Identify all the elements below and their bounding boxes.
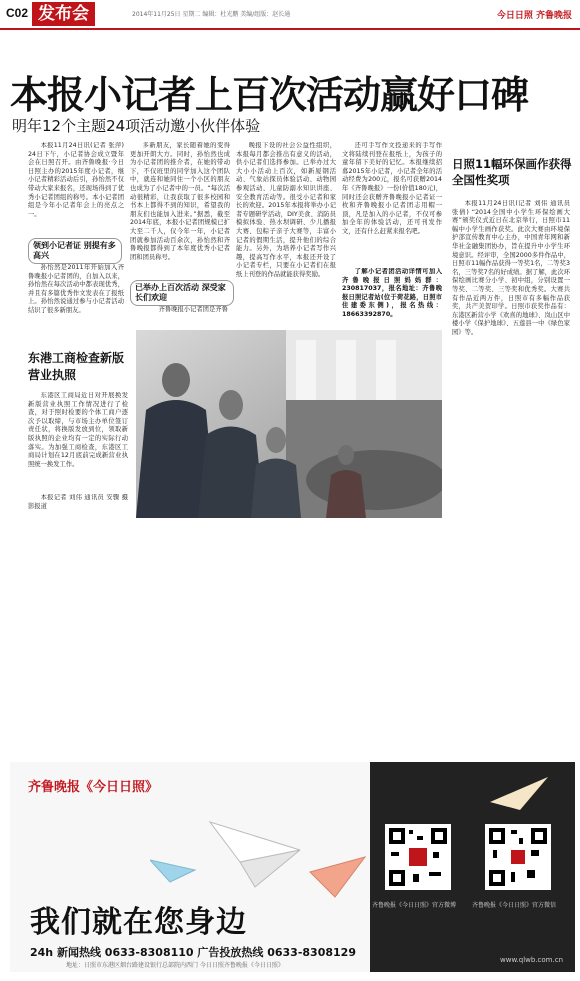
qr-caption-wechat: 齐鲁晚报《今日日照》官方微信 xyxy=(472,902,557,909)
paper-plane-icon xyxy=(490,772,550,812)
page-number: C02 xyxy=(6,6,29,20)
subheading-box-2: 已举办上百次活动 深受家长们欢迎 xyxy=(130,280,234,306)
news-photo xyxy=(136,330,442,518)
headline: 本报小记者上百次活动赢好口碑 xyxy=(10,73,529,117)
qr-code-wechat[interactable] xyxy=(485,824,551,890)
qr-caption-weibo: 齐鲁晚报《今日日照》官方微博 xyxy=(372,902,457,909)
section-title: 发布会 xyxy=(32,2,95,26)
ad-address: 地址：日照市东港区烟台路建设银行总部院内西门 今日日照齐鲁晚报《今日日照》 xyxy=(66,962,284,969)
side-article-title: 日照11幅环保画作获得全国性奖项 xyxy=(452,157,572,187)
sub-article-title: 东港工商检查新版营业执照 xyxy=(28,351,125,382)
ad-logo: 齐鲁晚报《今日日照》 xyxy=(28,780,159,795)
sub-article-byline: 本报记者 刘伟 通讯员 安骤 摄影报道 xyxy=(28,494,128,510)
page-header xyxy=(0,0,580,30)
article-col-3: 晚报下设的社会公益性组织，本报每月都会推出有意义的活动，供小记者们选择参加。已举办过大大小小活动上百次，如新厦钢活动、气象站探员体验活动、动物园参观活动、儿童防溺水知识讲座、安全教育活动等。很受小记者和家长的欢迎。2015年本报将举办小记者专题研学活动，DIY美食、消防员模拟体验、热水坝调研、少儿播报大赛、包粽子亲子大赛等，丰富小记者的假期生活，提升他们的综合能力。另外，为培养小记者写作兴趣，提高写作水平，本报还开设了小记者专栏，只要在小记者们在报纸上刊登的作品就能获得奖励。 xyxy=(236,142,336,278)
qr-icon xyxy=(485,824,551,890)
brand-logo: 今日日照 齐鲁晚报 xyxy=(496,11,572,21)
article-col-4b: 了解小记者团活动详情可加入齐鲁晚报日照妈妈群：230817037，报名地址：齐鲁晚报日照记者站(位于荷花路，日照市住建委东侧)，报名热线：18663392870。 xyxy=(342,268,442,318)
ad-slogan: 我们就在您身边 xyxy=(30,905,247,940)
side-article-body: 本报11月24日讯(记者 刘伟 通讯员 张倩) “2014全国中小学生环保绘画大赛”颁奖仪式近日在北京举行，日照市11幅中小学生画作获奖。此次大赛由环境保护部宣传教育中心主办，中国青年网和新华社金融集团协办，旨在提升中小学生环境意识。经评审，全国2000多件作品中，日照市11幅作品获得一等奖1名，二等奖3名，三等奖7名的好成绩。据了解，此次环保绘画比赛分小学、初中组，分别设置一等奖、二等奖、三等奖和优秀奖。大赛共有作品近两万件，日照市有多幅作品获奖，共产美贺印学。日照市获奖作品有：东港区新营小学《欢喜的地球》、岚山区中楼小学《保护地球》、五莲县一中《绿色家园》等。 xyxy=(452,200,570,336)
ad-left-panel xyxy=(10,762,380,972)
sub-article-body: 东港区工商局近日对开展换发新版营业执照工作情况进行了检查，对于照时检要的个体工商户逐次予以取缔，与市场主办单位签订责任状，将换版发放到位，领取新版执照的企业均有一定的实际行动落实。为加强工商检查，东港区工商局计划在12月底前完成新营业执照统一换发工作。 xyxy=(28,392,128,468)
article-col-1b: 孙怡然是2011年开始加入齐鲁晚报小记者团的，自加入以来，孙怡然在每次活动中都表现优秀，并且有多篇优秀作文发表在了报纸上。孙怡然说通过参与小记者活动结识了很多新朋友。 xyxy=(28,264,124,314)
advertisement xyxy=(10,762,575,972)
issue-meta: 2014年11月25日 星期二 编辑：杜光鹏 美编/组版：赵长通 xyxy=(132,11,291,18)
article-col-2b: 齐鲁晚报小记者团是齐鲁 xyxy=(158,306,228,313)
subheading-box-1: 领到小记者证 别提有多高兴 xyxy=(28,238,122,264)
photo-illustration xyxy=(136,330,442,518)
article-col-4: 还可手写作文投递来的手写作文将陆续刊登在报纸上，为孩子的童年留下美好的记忆。本报继续招募2015年小记者，小记者全年的活动经费为200元，报名可获赠2014年《齐鲁晚报》一份(价值180元)，同时还会获赠齐鲁晚报小记者证一枚和齐鲁晚报小记者团志用帽一顶，凡是加入的小记者，不仅可参加全年的体验活动，还可刊发作文，还有什么赶紧来报名吧。 xyxy=(342,142,442,235)
paper-plane-icon xyxy=(150,812,370,902)
header-divider xyxy=(0,28,580,30)
article-col-1: 本报11月24日讯(记者 张萍) 24日下午，小记者协会成立暨年会在日照召开。由齐鲁晚报·今日日照主办的2015年度小记者，继小记者精彩活动后引，孙怡然不仅带动大家来报名，还现场得到了优秀小记者团组的称号。本小记者团组是今年小记者年会上的亮点之一。 xyxy=(28,142,124,218)
ad-hotlines: 24h 新闻热线 0633-8308110 广告投放热线 0633-8308129 xyxy=(30,946,356,959)
qr-icon xyxy=(385,824,451,890)
ad-website[interactable]: www.qlwb.com.cn xyxy=(500,956,563,964)
article-col-2: 多新朋友，家长随着她的变得更加开朗大方。同时，孙怡然也成为小记者团的推介者，在她的带动下，不仅班里的同学加入这个团队中，就连和她同住一个小区的朋友也成为了小记者中的一员。“每次活动很精彩，让我获取了很多校园和书本上都得不到的知识，希望我的朋友们也能加入进来。”据悉，截至2014年底，本报小记者团规模已扩大至二千人，仅今年一年，小记者团就参加活动百余次，孙怡然和齐鲁晚报都得到了本年度优秀小记者团和团员称号。 xyxy=(130,142,230,261)
qr-code-weibo[interactable] xyxy=(385,824,451,890)
subheadline: 明年12个主题24项活动邀小伙伴体验 xyxy=(12,117,261,135)
